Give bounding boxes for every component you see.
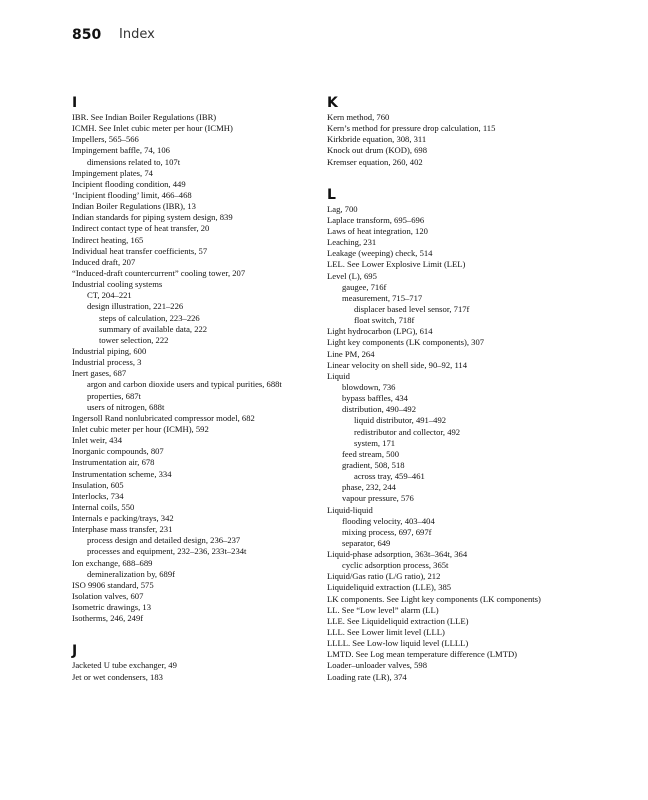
index-entry: Indian standards for piping system design, 839	[72, 212, 233, 223]
index-entry: ICMH. See Inlet cubic meter per hour (ICMH)	[72, 123, 233, 134]
index-entry: Insulation, 605	[72, 479, 124, 490]
index-entry: Indirect heating, 165	[72, 234, 144, 245]
index-subentry: steps of calculation, 223–226	[99, 312, 200, 323]
page-number: 850	[72, 27, 102, 43]
index-subentry: demineralization by, 689f	[87, 568, 175, 579]
index-entry: Internals e packing/trays, 342	[72, 513, 174, 524]
index-entry: LLL. See Lower limit level (LLL)	[327, 627, 445, 638]
index-entry-list	[327, 204, 607, 683]
index-entry: Kremser equation, 260, 402	[327, 156, 423, 167]
index-entry: Inlet cubic meter per hour (ICMH), 592	[72, 423, 209, 434]
index-subentry: properties, 687t	[87, 390, 141, 401]
index-subentry: cyclic adsorption process, 365t	[342, 560, 449, 571]
index-subentry: processes and equipment, 232–236, 233t–234t	[87, 546, 247, 557]
section-letter-l: L	[327, 186, 336, 203]
index-entry: Instrumentation air, 678	[72, 457, 155, 468]
index-entry: Leaching, 231	[327, 237, 377, 248]
index-entry: LK components. See Light key components (LK components)	[327, 593, 541, 604]
index-subentry: distribution, 490–492	[342, 404, 417, 415]
index-entry: LEL. See Lower Explosive Limit (LEL)	[327, 259, 466, 270]
index-subentry: flooding velocity, 403–404	[342, 515, 435, 526]
index-entry: Leakage (weeping) check, 514	[327, 248, 433, 259]
index-entry: Internal coils, 550	[72, 501, 135, 512]
index-entry: Kirkbride equation, 308, 311	[327, 134, 427, 145]
index-subentry: feed stream, 500	[342, 448, 400, 459]
index-entry: LLLL. See Low-low liquid level (LLLL)	[327, 638, 469, 649]
index-entry: Liquid/Gas ratio (L/G ratio), 212	[327, 571, 441, 582]
index-entry: Isometric drawings, 13	[72, 602, 151, 613]
section-gap	[72, 624, 352, 642]
index-entry: Loading rate (LR), 374	[327, 671, 407, 682]
section-letter-i: I	[72, 95, 78, 111]
index-entry: Interphase mass transfer, 231	[72, 524, 173, 535]
index-subentry: float switch, 718f	[354, 315, 415, 326]
index-entry: Level (L), 695	[327, 270, 377, 281]
index-subentry: system, 171	[354, 437, 396, 448]
index-entry: Isotherms, 246, 249f	[72, 613, 144, 624]
index-entry: Individual heat transfer coefficients, 57	[72, 245, 208, 256]
index-entry: Liquideliquid extraction (LLE), 385	[327, 582, 452, 593]
index-entry: Interlocks, 734	[72, 490, 124, 501]
index-entry: Industrial piping, 600	[72, 345, 147, 356]
index-entry: Liquid-phase adsorption, 363t–364t, 364	[327, 549, 468, 560]
index-entry: Liquid	[327, 370, 350, 381]
index-entry: Light key components (LK components), 307	[327, 337, 485, 348]
index-entry: Laplace transform, 695–696	[327, 214, 425, 225]
index-entry-list	[72, 660, 352, 682]
index-entry: Induced draft, 207	[72, 256, 136, 267]
index-entry: Indian Boiler Regulations (IBR), 13	[72, 201, 196, 212]
index-entry: ISO 9906 standard, 575	[72, 579, 154, 590]
index-subentry: users of nitrogen, 688t	[87, 401, 165, 412]
index-column-right	[327, 94, 607, 683]
index-subentry: gaugee, 716f	[342, 281, 387, 292]
index-subentry: gradient, 508, 518	[342, 459, 405, 470]
index-subentry: dimensions related to, 107t	[87, 156, 181, 167]
index-entry: LMTD. See Log mean temperature difference (LMTD)	[327, 649, 518, 660]
index-entry: Knock out drum (KOD), 698	[327, 145, 428, 156]
index-entry: Impellers, 565–566	[72, 134, 139, 145]
index-entry-list	[327, 112, 607, 168]
index-entry: Incipient flooding condition, 449	[72, 178, 186, 189]
index-entry: LL. See “Low level” alarm (LL)	[327, 604, 439, 615]
index-entry: Isolation valves, 607	[72, 591, 144, 602]
index-subentry: measurement, 715–717	[342, 292, 423, 303]
index-entry: Loader–unloader valves, 598	[327, 660, 427, 671]
index-entry: Impingement plates, 74	[72, 167, 153, 178]
index-subentry: process design and detailed design, 236–237	[87, 535, 241, 546]
index-subentry: separator, 649	[342, 537, 391, 548]
index-entry: Inert gases, 687	[72, 368, 127, 379]
index-entry: “Induced-draft countercurrent” cooling tower, 207	[72, 267, 246, 278]
index-entry: Kern’s method for pressure drop calculation, 115	[327, 123, 496, 134]
index-entry: Ingersoll Rand nonlubricated compressor model, 682	[72, 412, 255, 423]
index-entry: LLE. See Liquideliquid extraction (LLE)	[327, 615, 469, 626]
index-subentry: blowdown, 736	[342, 381, 396, 392]
index-entry: Jacketed U tube exchanger, 49	[72, 660, 177, 671]
index-entry: Liquid-liquid	[327, 504, 373, 515]
index-entry: Inlet weir, 434	[72, 435, 123, 446]
index-subentry: across tray, 459–461	[354, 471, 425, 482]
index-subentry: CT, 204–221	[87, 290, 132, 301]
index-subentry: summary of available data, 222	[99, 323, 208, 334]
index-entry: Indirect contact type of heat transfer, 20	[72, 223, 210, 234]
index-entry: Jet or wet condensers, 183	[72, 671, 163, 682]
index-entry: Laws of heat integration, 120	[327, 225, 428, 236]
index-entry: Lag, 700	[327, 203, 358, 214]
index-subentry: phase, 232, 244	[342, 482, 396, 493]
index-subentry: displacer based level sensor, 717f	[354, 303, 470, 314]
index-entry: Impingement baffle, 74, 106	[72, 145, 170, 156]
section-letter-k: K	[327, 95, 338, 111]
running-head-title: Index	[119, 27, 155, 42]
index-subentry: tower selection, 222	[99, 334, 169, 345]
index-subentry: bypass baffles, 434	[342, 393, 408, 404]
section-letter-j: J	[72, 643, 78, 660]
section-gap	[327, 168, 607, 186]
index-entry: Industrial cooling systems	[72, 279, 163, 290]
index-entry: Instrumentation scheme, 334	[72, 468, 172, 479]
index-subentry: redistributor and collector, 492	[354, 426, 461, 437]
index-subentry: mixing process, 697, 697f	[342, 526, 432, 537]
index-entry: Inorganic compounds, 807	[72, 446, 164, 457]
index-entry: Industrial process, 3	[72, 357, 142, 368]
index-entry: IBR. See Indian Boiler Regulations (IBR)	[72, 112, 217, 122]
index-subentry: argon and carbon dioxide users and typical purities, 688t	[87, 379, 282, 390]
index-entry: ‘Incipient flooding’ limit, 466–468	[72, 189, 192, 200]
index-subentry: design illustration, 221–226	[87, 301, 184, 312]
index-entry: Ion exchange, 688–689	[72, 557, 153, 568]
index-subentry: vapour pressure, 576	[342, 493, 414, 504]
index-column-left	[72, 94, 352, 683]
index-entry: Linear velocity on shell side, 90–92, 114	[327, 359, 468, 370]
index-entry: Light hydrocarbon (LPG), 614	[327, 326, 433, 337]
index-entry: Line PM, 264	[327, 348, 375, 359]
index-entry-list	[72, 112, 352, 624]
index-entry: Kern method, 760	[327, 112, 390, 122]
index-subentry: liquid distributor, 491–492	[354, 415, 447, 426]
